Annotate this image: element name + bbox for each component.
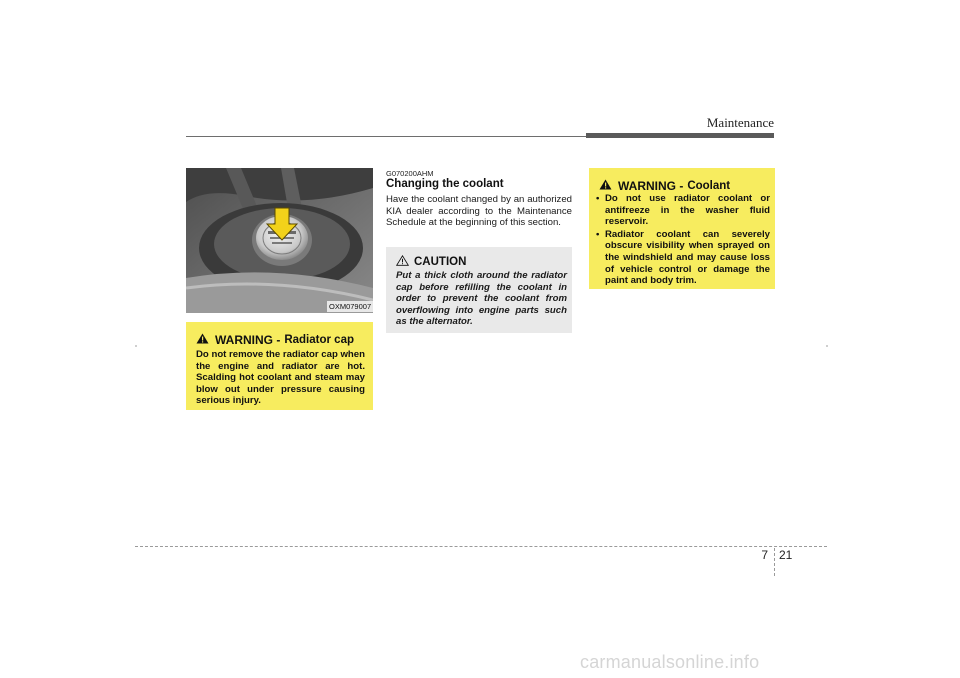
warning-radiator-cap-title: [196, 333, 354, 347]
caution-title: [396, 255, 466, 269]
warning-coolant-title: [599, 179, 730, 193]
figure-code: OXM079007: [329, 302, 372, 311]
warning-label: WARNING -: [618, 179, 684, 193]
list-item-text: Do not use radiator coolant or antifreeze in the washer fluid reservoir.: [605, 193, 770, 228]
bullet-icon: •: [596, 228, 600, 240]
crop-mark: [135, 345, 137, 347]
caution-text: Put a thick cloth around the radiator cap before refilling the coolant in order to prevent the coolant from overflowing into engine parts such as the alternator.: [396, 270, 567, 328]
caution-triangle-icon: [396, 255, 409, 269]
procedure-code: G070200AHM: [386, 169, 434, 178]
warning-subject: Radiator cap: [284, 334, 354, 346]
crop-mark: [826, 345, 828, 347]
warning-radiator-cap-text: Do not remove the radiator cap when the engine and radiator are hot. Scalding hot coolant and steam may blow out under pressure causing serious injury.: [196, 349, 365, 407]
warning-coolant-box: [589, 168, 775, 289]
watermark: carmanualsonline.info: [580, 652, 760, 672]
warning-triangle-icon: [599, 179, 612, 193]
list-item-text: Radiator coolant can severely obscure visibility when sprayed on the windshield and may cause loss of vehicle control or damage the paint and body trim.: [605, 228, 770, 287]
radiator-cap-photo: [186, 168, 373, 313]
warning-subject: Coolant: [687, 180, 731, 192]
procedure-body: Have the coolant changed by an authorized KIA dealer according to the Maintenance Schedule at the beginning of this section.: [386, 194, 572, 229]
warning-coolant-list: [596, 193, 770, 288]
bullet-icon: •: [596, 193, 600, 204]
list-item: [596, 229, 770, 287]
section-title: Maintenance: [706, 115, 774, 130]
footer-rule: [135, 546, 827, 547]
header-rule: [186, 136, 586, 137]
page-chapter: 7: [761, 548, 768, 562]
caution-label: CAUTION: [414, 256, 467, 268]
page-number: 21: [779, 548, 793, 562]
warning-label: WARNING -: [215, 333, 281, 347]
header-rule-accent: [586, 133, 774, 138]
warning-triangle-icon: [196, 333, 209, 347]
procedure-heading: Changing the coolant: [386, 178, 504, 190]
list-item: [596, 193, 770, 228]
warning-radiator-cap-box: [186, 322, 373, 410]
caution-box: [386, 247, 572, 333]
page-divider: [774, 548, 775, 576]
